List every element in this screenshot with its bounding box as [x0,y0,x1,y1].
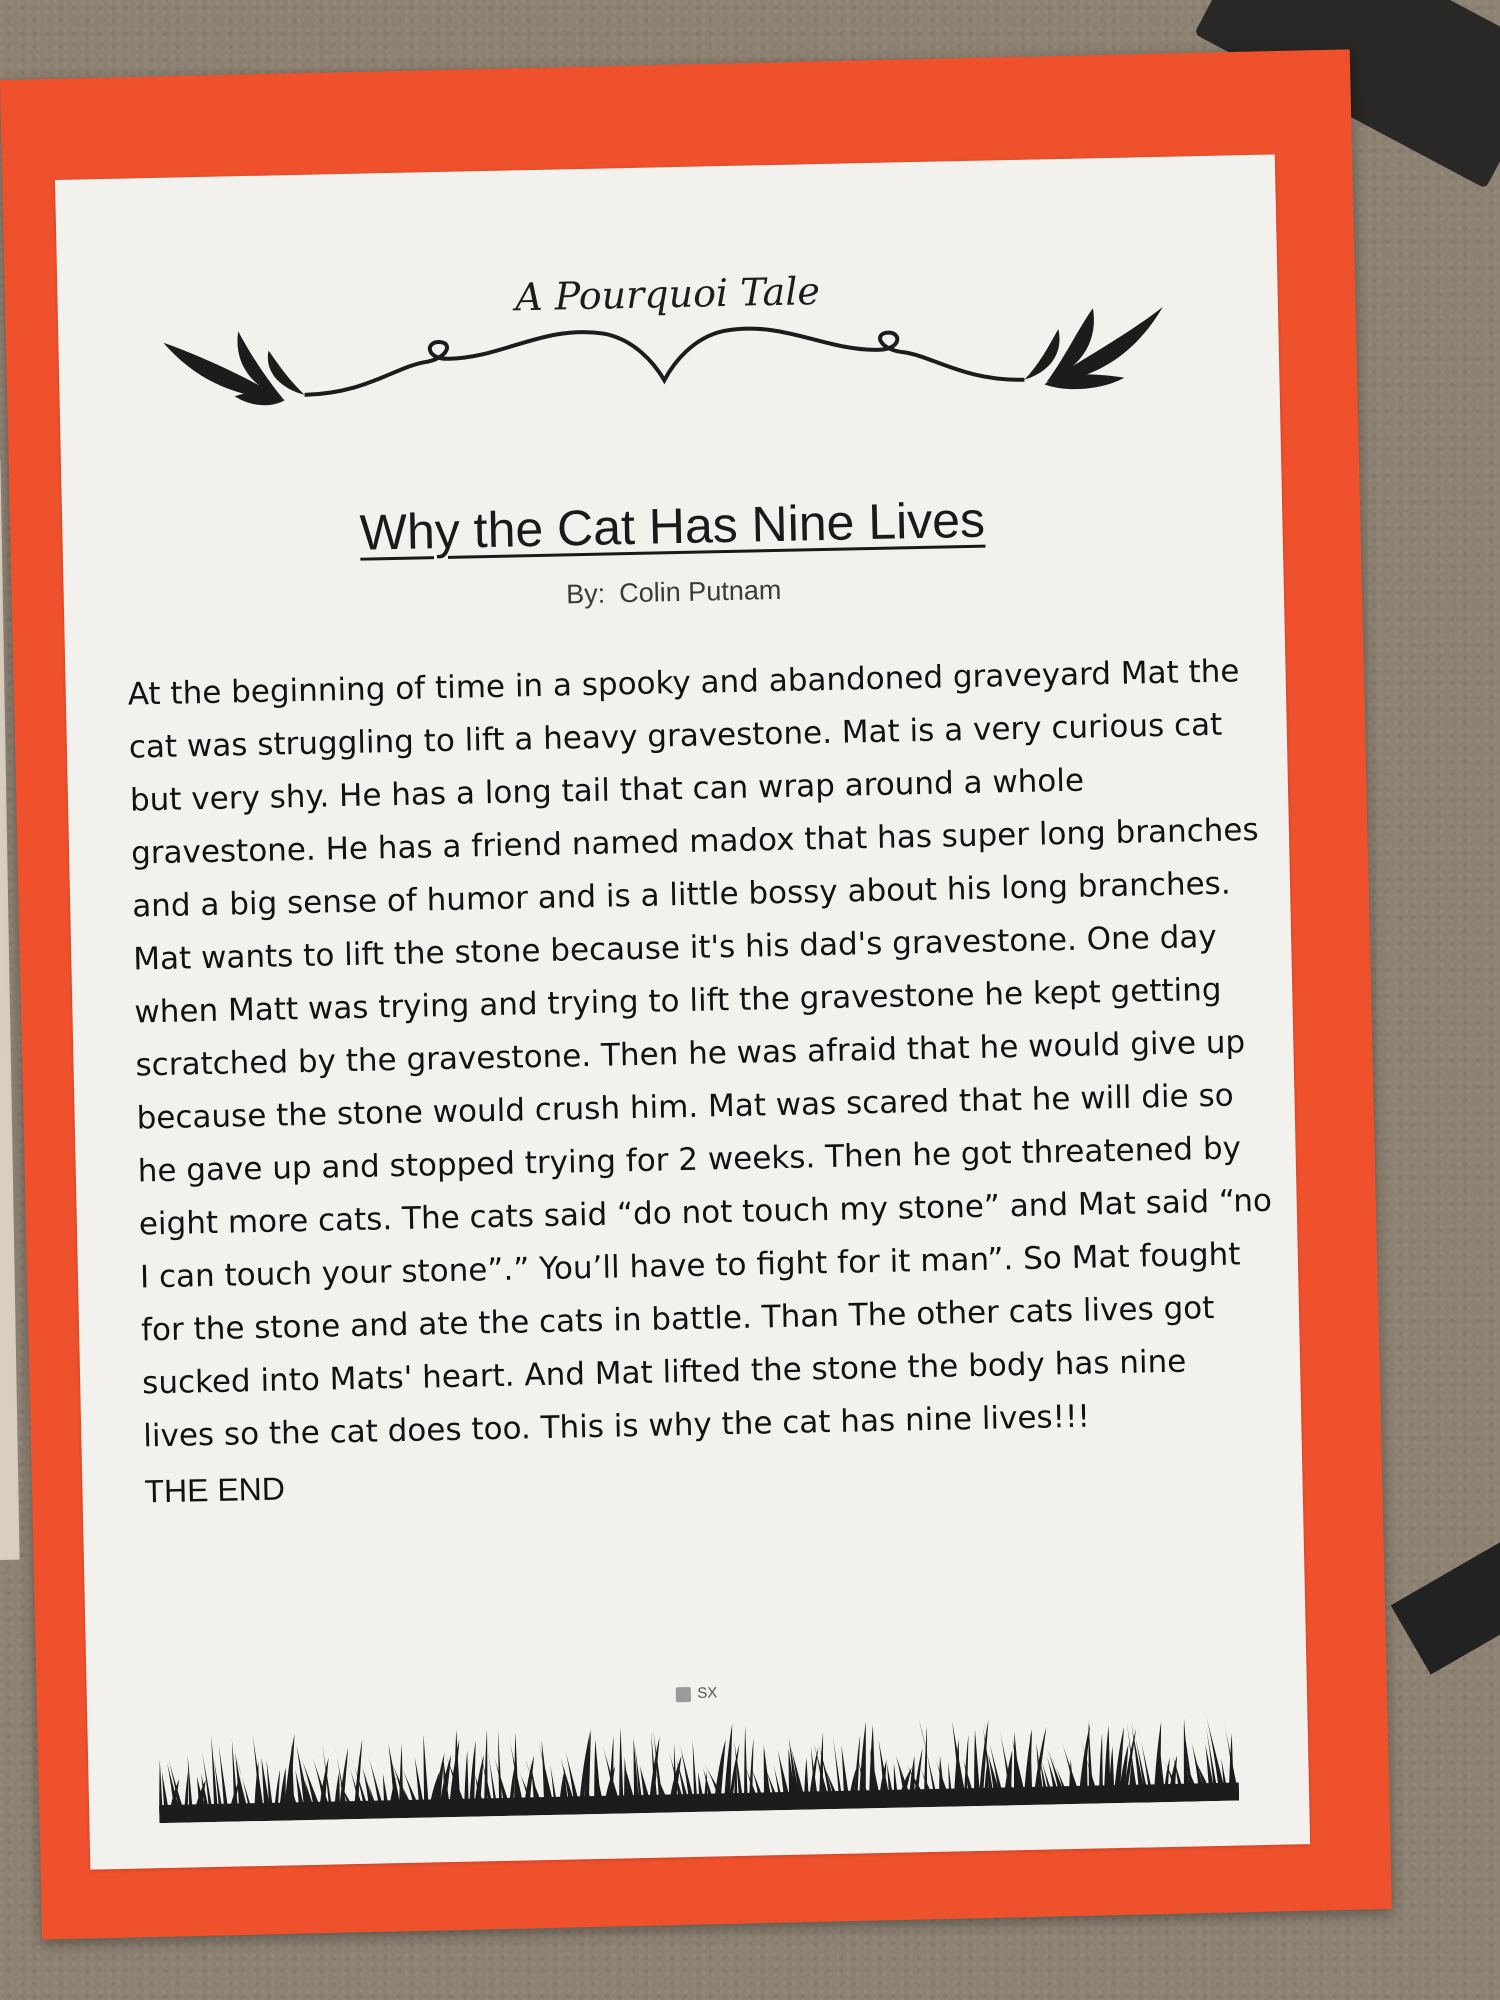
story-line: scratched by the gravestone. Then he was afraid that he would give up [135,1024,1246,1084]
story-line: sucked into Mats' heart. And Mat lifted the stone the body has nine [141,1343,1187,1402]
byline [64,564,1284,621]
grass-border-icon [158,1711,1240,1824]
author-name: Colin Putnam [618,574,782,609]
story-title: Why the Cat Has Nine Lives [359,491,986,561]
right-leaf-sprig-icon [1023,307,1165,390]
byline-label: By: [565,578,606,610]
story-line: I can touch your stone”.” You’ll have to fight for it man”. So Mat fought [139,1236,1241,1296]
story-line: because the stone would crush him. Mat was scared that he will die so [136,1077,1234,1137]
story-body [127,645,1273,1463]
story-line: for the stone and ate the cats in battle. Than The other cats lives got [140,1289,1215,1349]
left-leaf-sprig-icon [163,330,305,407]
watermark [87,1672,1307,1715]
story-line: but very shy. He has a long tail that can wrap around a whole [129,762,1085,819]
story-line: gravestone. He has a friend named madox that has super long branches [130,811,1259,872]
story-line: eight more cats. The cats said “do not touch my stone” and Mat said “no [138,1182,1273,1243]
cube-icon [676,1687,691,1702]
story-line: lives so the cat does too. This is why the cat has nine lives!!! [142,1398,1091,1455]
story-line: Mat wants to lift the stone because it's his dad's gravestone. One day [132,918,1218,978]
leaf-flourish-divider [163,282,1165,423]
desk-corner [1391,1525,1500,1674]
story-line: and a big sense of humor and is a little bossy about his long branches. [131,865,1231,925]
story-page [55,154,1310,1869]
story-line: At the beginning of time in a spooky and abandoned graveyard Mat the [127,653,1240,713]
story-line: he gave up and stopped trying for 2 weeks. Then he got threatened by [137,1130,1242,1190]
watermark-text: SX [697,1684,718,1702]
story-line: cat was struggling to lift a heavy gravestone. Mat is a very curious cat [128,706,1223,766]
series-title: A Pourquoi Tale [514,269,821,320]
the-end: THE END [144,1470,286,1510]
story-line: when Matt was trying and trying to lift the gravestone he kept getting [134,971,1222,1031]
